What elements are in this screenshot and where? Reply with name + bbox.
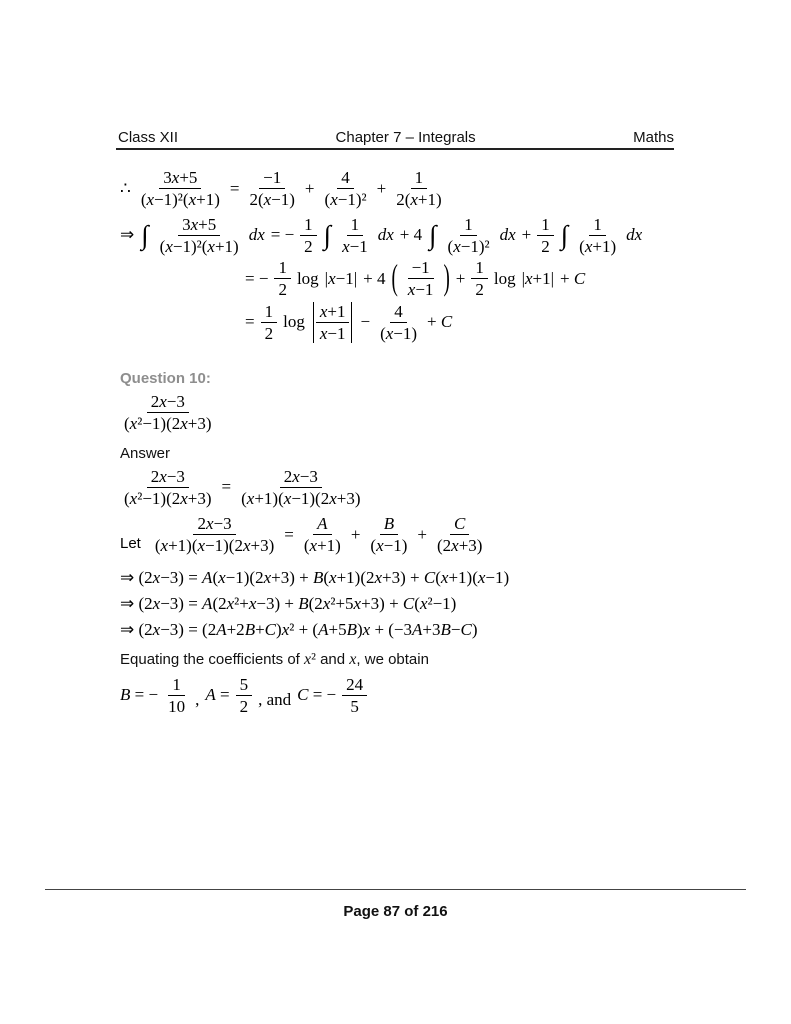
fraction-numerator: 4 xyxy=(337,167,354,189)
minus-sign: − xyxy=(360,312,371,332)
log-term: log xyxy=(283,312,305,332)
fraction: $\frac{2x-3}{\text{(x²−1)(2x+3)}}$ xyxy=(124,466,212,508)
answer-label: Answer xyxy=(120,444,171,462)
dx-term: dx xyxy=(626,225,643,245)
dx-term: dx xyxy=(499,225,516,245)
fraction: $\frac{2x-3}{\text{(x²−1)(2x+3)}}$ xyxy=(124,392,212,434)
dx-term: dx xyxy=(248,225,265,245)
left-paren: ( xyxy=(391,258,398,299)
fraction: $\frac{C}{(2x+3)}$ xyxy=(436,514,483,556)
fraction: $\frac{24}{5}$ xyxy=(342,674,367,718)
log-term: log xyxy=(493,268,516,288)
equation-result xyxy=(245,301,761,345)
fraction-one-half: $\frac{1}{2}$ xyxy=(274,257,291,301)
header-class: Class XII xyxy=(118,129,179,146)
step-expansion-1: ⇒ (2x−3) = A(x−1)(2x+3) + B(x+1)(2x+3) + C(x+1)(x−1) xyxy=(120,567,510,587)
c-equals: C = − xyxy=(297,685,337,705)
footer-rule xyxy=(45,889,746,890)
fraction: $\frac{2x-3}{(x+1)(x-1)(2x+3)}$ xyxy=(154,514,275,556)
comma-and: , and xyxy=(258,689,292,709)
right-paren: ) xyxy=(443,258,450,299)
step-expansion-3: ⇒ (2x−3) = (2A+2B+C)x² + (A+5B)x + (−3A+3B−C) xyxy=(120,619,478,639)
plus-constant: + C xyxy=(427,312,453,332)
equation-factorised xyxy=(120,466,761,510)
plus-four: + 4 xyxy=(399,225,423,245)
equation-decomposition xyxy=(120,167,761,211)
integral-sign: ∫ xyxy=(560,219,569,250)
question-expression xyxy=(120,391,761,435)
fraction: $\frac{1}{\text{(x−1)²}}$ xyxy=(447,214,490,256)
equals-sign: = xyxy=(284,524,294,544)
fraction xyxy=(245,167,298,211)
fraction: $\frac{5}{2}$ xyxy=(236,674,253,718)
let-label: Let xyxy=(120,534,141,552)
abs-term: |x+1| xyxy=(521,268,555,288)
page-content xyxy=(120,157,761,717)
abs-bar xyxy=(351,302,352,344)
question-title: Question 10: xyxy=(120,370,211,387)
plus-sign: + xyxy=(521,225,532,245)
equation-let xyxy=(120,513,761,557)
fraction-one-half: $\frac{1}{2}$ xyxy=(261,301,278,345)
fraction-numerator: −1 xyxy=(259,167,285,189)
derivation-steps xyxy=(120,565,761,643)
equals-sign: = xyxy=(221,477,232,497)
abs-bar xyxy=(313,302,314,344)
equating-sentence xyxy=(120,651,761,669)
equals-sign: = xyxy=(229,178,240,198)
math-x: x xyxy=(349,650,357,668)
plus-sign: + xyxy=(350,524,361,544)
header-subject: Maths xyxy=(633,129,674,146)
comma: , xyxy=(195,689,200,709)
plus-constant: + C xyxy=(560,268,586,288)
fraction: $\frac{A}{(x+1)}$ xyxy=(303,514,341,556)
b-equals: B = − xyxy=(120,685,159,705)
coefficient-values xyxy=(120,674,761,718)
fraction: $\frac{1}{10}$ xyxy=(168,674,186,716)
dx-term: dx xyxy=(377,225,394,245)
fraction-denominator: (x−1)²(x+1) xyxy=(140,190,220,210)
math-x-squared: x² xyxy=(304,650,316,668)
fraction-numerator: 1 xyxy=(411,167,428,189)
page-number: Page 87 of 216 xyxy=(343,903,448,920)
fraction-numerator: 3x+5 xyxy=(159,167,201,189)
fraction-numerator: 3x+5 xyxy=(178,214,220,236)
fraction: $\frac{B}{(x-1)}$ xyxy=(370,514,408,556)
integral-sign: ∫ xyxy=(141,219,149,250)
fraction-one-half: $\frac{1}{2}$ xyxy=(471,257,488,301)
fraction xyxy=(137,167,224,211)
abs-term: |x−1| xyxy=(324,268,358,288)
plus-sign: + xyxy=(417,524,427,544)
log-term: log xyxy=(296,268,319,288)
fraction: $\frac{1}{(x+1)}$ xyxy=(579,214,617,256)
fraction-one-half: $\frac{1}{2}$ xyxy=(300,214,317,258)
fraction-denominator: 2(x+1) xyxy=(396,190,442,210)
plus-sign: + xyxy=(376,178,387,198)
fraction xyxy=(156,214,243,258)
fraction: $\frac{x+1}{x-1}$ xyxy=(316,301,350,345)
header-rule xyxy=(116,148,674,150)
equals-sign: = xyxy=(245,312,255,332)
fraction-denominator: 2(x−1) xyxy=(249,190,295,210)
integral-sign: ∫ xyxy=(323,219,332,250)
equation-integrated xyxy=(245,257,761,301)
absolute-value-group xyxy=(311,301,355,345)
sentence-part: , we obtain xyxy=(356,650,429,668)
fraction: $\frac{1}{x-1}$ xyxy=(342,214,368,256)
step-expansion-2: ⇒ (2x−3) = A(2x²+x−3) + B(2x²+5x+3) + C(x²−1) xyxy=(120,593,457,613)
therefore-symbol: ∴ xyxy=(120,178,131,198)
a-equals: A = xyxy=(205,685,230,705)
integral-sign: ∫ xyxy=(429,219,437,250)
sentence-part: Equating the coefficients of xyxy=(120,650,305,668)
plus-four: + 4 xyxy=(363,268,386,288)
fraction-denominator: (x−1)² xyxy=(324,190,367,210)
fraction xyxy=(321,167,371,211)
fraction-denominator: (x−1)²(x+1) xyxy=(159,236,239,256)
plus-sign: + xyxy=(304,178,315,198)
equals-minus: = − xyxy=(245,268,269,288)
sentence-part: and xyxy=(315,650,350,668)
page-header xyxy=(118,129,674,146)
equals-minus: = − xyxy=(270,225,295,245)
equation-integral-split xyxy=(120,214,761,258)
fraction xyxy=(392,167,445,211)
implies-symbol: ⇒ xyxy=(120,225,135,245)
fraction: $\frac{2x-3}{(x+1)(x-1)(2x+3)}$ xyxy=(241,466,361,508)
fraction: $\frac{-1}{x-1}$ xyxy=(407,258,434,300)
fraction: $\frac{4}{(x-1)}$ xyxy=(380,301,418,343)
fraction-one-half: $\frac{1}{2}$ xyxy=(537,214,554,258)
header-chapter: Chapter 7 – Integrals xyxy=(335,129,476,146)
plus-sign: + xyxy=(455,268,466,288)
